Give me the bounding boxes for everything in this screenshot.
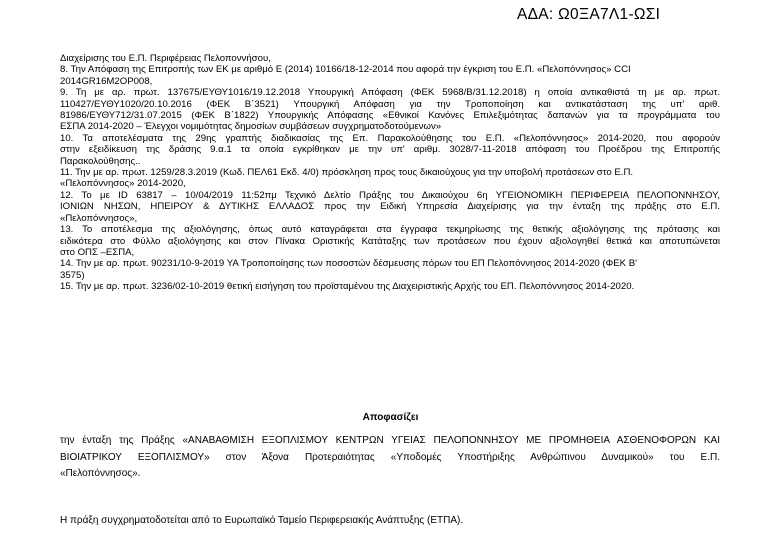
text-line: Διαχείρισης του Ε.Π. Περιφέρειας Πελοποννήσου,: [60, 53, 271, 64]
funding-note: Η πράξη συγχρηματοδοτείται από το Ευρωπαϊκό Ταμείο Περιφερειακής Ανάπτυξης (ΕΤΠΑ).: [60, 515, 464, 526]
text-line: ΒΙΟΙΑΤΡΙΚΟΥ ΕΞΟΠΛΙΣΜΟΥ» στον Άξονα Προτεραιότητας «Υποδομές Υποστήριξης Ανθρώπινου Δυναμικού» του Ε.Π.: [60, 451, 720, 463]
ada-code: ΑΔΑ: Ω0ΞΑ7Λ1-ΩΣΙ: [517, 6, 661, 23]
text-line: «Πελοπόννησος»,: [60, 212, 138, 224]
text-line: ΕΣΠΑ 2014-2020 – Έλεγχοι νομιμότητας δημοσίων συμβάσεων συγχρηματοδοτούμενων»: [60, 121, 442, 133]
text-line: 3575): [60, 269, 85, 281]
text-line: στο ΟΠΣ –ΕΣΠΑ,: [60, 246, 135, 258]
text-line: «Πελοπόννησος».: [60, 468, 141, 479]
text-line: «Πελοπόννησος» 2014-2020,: [60, 178, 186, 190]
text-line: στην εξειδίκευση της δράσης 9.α.1 τα οποία εγκρίθηκαν με την υπ' αριθμ. 3028/7-11-2018 απόφαση του Προέδρου της Επιτροπής: [60, 144, 720, 156]
document-body: [60, 53, 720, 293]
text-line: την ένταξη της Πράξης «ΑΝΑΒΑΘΜΙΣΗ ΕΞΟΠΛΙΣΜΟΥ ΚΕΝΤΡΩΝ ΥΓΕΙΑΣ ΠΕΛΟΠΟΝΝΗΣΟΥ ΜΕ ΠΡΟΜΗΘΕΙΑ ΑΣΘΕΝΟΦΟΡΩΝ ΚΑΙ: [60, 435, 720, 446]
text-line: 14. Την με αρ. πρωτ. 90231/10-9-2019 ΥΑ Τροποποίησης των ποσοστών δέσμευσης πόρων του ΕΠ Πελοπόννησος 2014-2020 (ΦΕΚ Β': [60, 258, 637, 270]
text-line: 9. Τη με αρ. πρωτ. 137675/ΕΥΘΥ1016/19.12.2018 Υπουργική Απόφαση (ΦΕΚ 5968/Β/31.12.2018) η οποία αντικαθιστά τη με αρ. πρωτ.: [60, 87, 720, 99]
text-line: 12. Το με ID 63817 – 10/04/2019 11:52πμ Τεχνικό Δελτίο Πράξης του Δικαιούχου 6η ΥΓΕΙΟΝΟΜΙΚΗ ΠΕΡΙΦΕΡΕΙΑ ΠΕΛΟΠΟΝΝΗΣΟΥ,: [60, 189, 720, 201]
text-line: 13. Το αποτέλεσμα της αξιολόγησης, όπως αυτό καταγράφεται στα έγγραφα τεκμηρίωσης της θετικής αξιολόγησης της πρότασης και: [60, 224, 720, 236]
text-line: 110427/ΕΥΘΥ1020/20.10.2016 (ΦΕΚ Β΄3521) Υπουργική Απόφαση για την Τροποποίηση και αντικατάσταση της υπ' αριθ.: [60, 98, 720, 110]
text-line: 11. Την με αρ. πρωτ. 1259/28.3.2019 (Κωδ. ΠΕΛ61 Εκδ. 4/0) πρόσκληση προς τους δικαιούχους για την υποβολή προτάσεων στο Ε.Π.: [60, 167, 634, 179]
text-line: 2014GR16M2OP008,: [60, 75, 153, 87]
text-line: 15. Την με αρ. πρωτ. 3236/02-10-2019 θετική εισήγηση του προϊσταμένου της Διαχειριστικής Αρχής του ΕΠ. Πελοπόννησος 2014-2020.: [60, 281, 635, 293]
text-line: 8. Την Απόφαση της Επιτροπής των ΕΚ με αριθμό Ε (2014) 10166/18-12-2014 που αφορά την έγκριση του Ε.Π. «Πελοπόννησος» CCI: [60, 64, 631, 76]
text-line: ΙΟΝΙΩΝ ΝΗΣΩΝ, ΗΠΕΙΡΟΥ & ΔΥΤΙΚΗΣ ΕΛΛΑΔΟΣ προς την Ειδική Υπηρεσία Διαχείρισης για την ένταξη της πράξης στο Ε.Π.: [60, 201, 720, 213]
text-line: ειδικότερα στο Φύλλο αξιολόγησης και στον Πίνακα Οριστικής Κατάταξης των προτάσεων που έχουν αξιολογηθεί θετικά και αποτυπώνεται: [60, 235, 720, 247]
text-line: Παρακολούθησης..: [60, 155, 141, 167]
decision-heading: Αποφασίζει: [362, 412, 419, 423]
decision-paragraph: [60, 433, 720, 483]
text-line: 10. Τα αποτελέσματα της 29ης γραπτής διαδικασίας της Επ. Παρακολούθησης του Ε.Π. «Πελοπόννησος» 2014-2020, που αφορούν: [60, 132, 720, 144]
text-line: 81986/ΕΥΘΥ712/31.07.2015 (ΦΕΚ Β΄1822) Υπουργικής Απόφασης «Εθνικοί Κανόνες Επιλεξιμότητας δαπανών για τα προγράμματα του: [60, 110, 720, 122]
